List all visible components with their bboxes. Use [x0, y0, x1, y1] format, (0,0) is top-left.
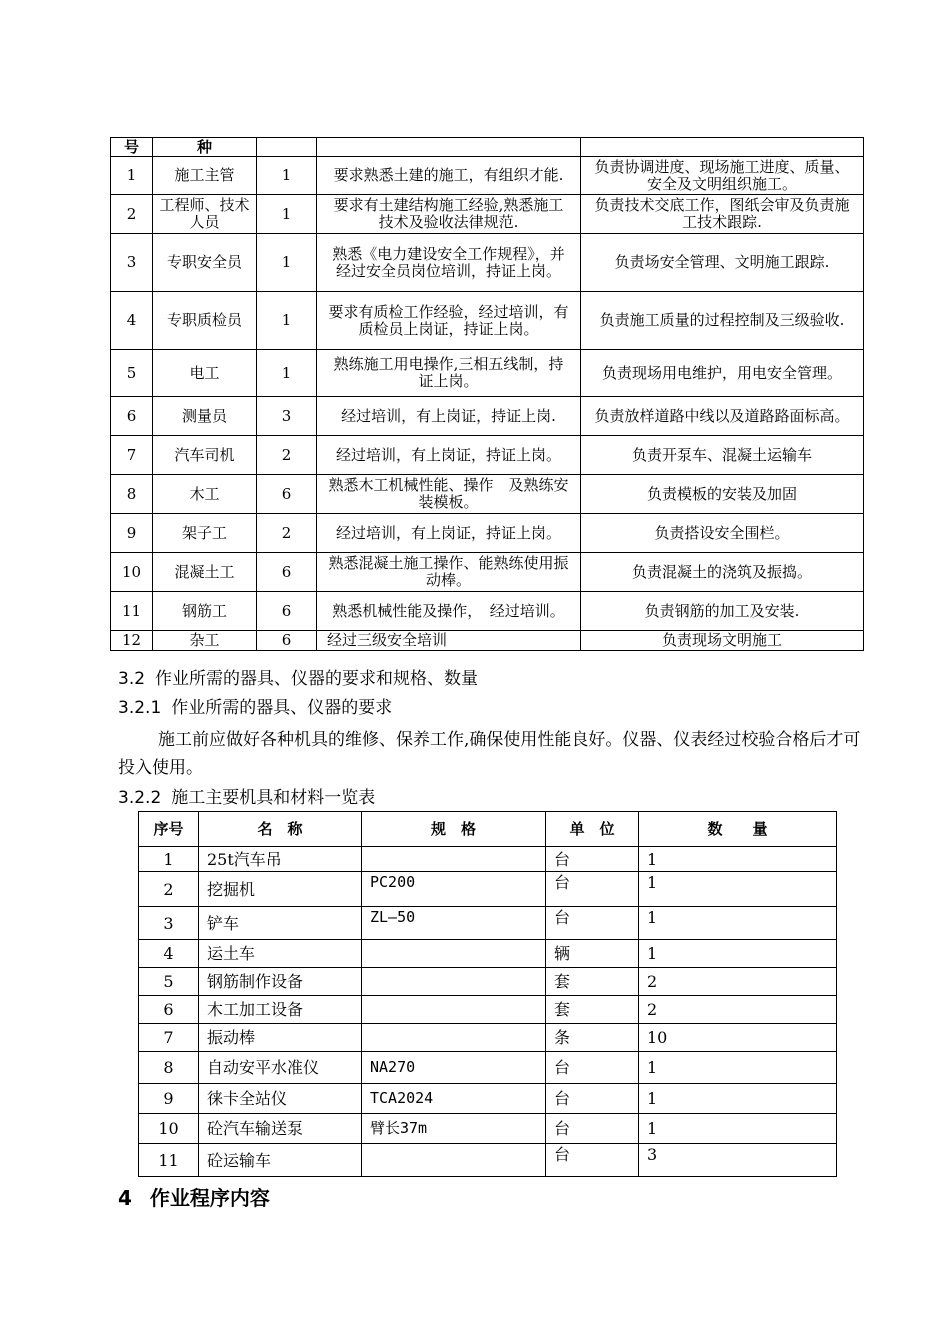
cell-role: 施工主管 — [153, 157, 257, 195]
cell-unit: 辆 — [546, 940, 639, 968]
header-cell — [317, 138, 581, 157]
cell-no: 12 — [111, 631, 153, 651]
cell-no: 1 — [111, 157, 153, 195]
cell-count: 1 — [257, 292, 317, 350]
cell-unit: 台 — [546, 872, 639, 907]
cell-qty: 2 — [639, 996, 837, 1024]
cell-spec: PC200 — [362, 872, 546, 907]
section-heading-4 — [118, 1182, 270, 1211]
cell-no: 4 — [111, 292, 153, 350]
cell-name: 铲车 — [199, 907, 362, 940]
cell-no: 6 — [139, 996, 199, 1024]
equipment-table-header — [139, 812, 837, 847]
cell-requirement: 熟悉《电力建设安全工作规程》，并经过安全员岗位培训，持证上岗。 — [317, 234, 581, 292]
cell-spec — [362, 996, 546, 1024]
cell-no: 6 — [111, 397, 153, 436]
cell-requirement: 熟悉木工机械性能、操作 及熟练安装模板。 — [317, 475, 581, 514]
cell-count: 1 — [257, 195, 317, 234]
cell-name: 砼汽车输送泵 — [199, 1114, 362, 1144]
header-cell — [257, 138, 317, 157]
table-row — [111, 475, 864, 514]
table-row — [139, 1144, 837, 1177]
cell-requirement: 要求熟悉土建的施工，有组织才能. — [317, 157, 581, 195]
cell-count: 1 — [257, 350, 317, 397]
cell-unit: 套 — [546, 996, 639, 1024]
equipment-table — [138, 811, 837, 1177]
body-paragraph: 施工前应做好各种机具的维修、保养工作,确保使用性能良好。仪器、仪表经过校验合格后才可投入使用。 — [118, 730, 861, 778]
cell-qty: 1 — [639, 872, 837, 907]
cell-duty: 负责现场用电维护，用电安全管理。 — [581, 350, 864, 397]
cell-unit: 台 — [546, 907, 639, 940]
cell-no: 1 — [139, 847, 199, 872]
cell-no: 10 — [139, 1114, 199, 1144]
cell-spec — [362, 1144, 546, 1177]
cell-no: 2 — [139, 872, 199, 907]
table-row — [111, 553, 864, 592]
cell-requirement: 经过培训，有上岗证，持证上岗。 — [317, 514, 581, 553]
cell-qty: 2 — [639, 968, 837, 996]
table-row — [111, 397, 864, 436]
cell-count: 6 — [257, 475, 317, 514]
cell-spec: NA270 — [362, 1052, 546, 1084]
cell-unit: 套 — [546, 968, 639, 996]
header-cell: 单 位 — [546, 812, 639, 847]
cell-qty: 1 — [639, 1114, 837, 1144]
cell-count: 1 — [257, 234, 317, 292]
cell-role: 杂工 — [153, 631, 257, 651]
cell-name: 徕卡全站仪 — [199, 1084, 362, 1114]
cell-spec: 臂长37m — [362, 1114, 546, 1144]
header-cell: 规 格 — [362, 812, 546, 847]
cell-unit: 台 — [546, 1114, 639, 1144]
cell-qty: 1 — [639, 940, 837, 968]
table-row — [111, 195, 864, 234]
section-heading-3-2 — [118, 664, 478, 689]
cell-qty: 1 — [639, 847, 837, 872]
table-row — [139, 968, 837, 996]
cell-no: 9 — [139, 1084, 199, 1114]
cell-duty: 负责模板的安装及加固 — [581, 475, 864, 514]
section-number: 3.2.2 — [118, 788, 162, 808]
cell-requirement: 熟悉机械性能及操作， 经过培训。 — [317, 592, 581, 631]
table-row — [111, 157, 864, 195]
cell-duty: 负责协调进度、现场施工进度、质量、安全及文明组织施工。 — [581, 157, 864, 195]
cell-spec — [362, 968, 546, 996]
cell-requirement: 要求有土建结构施工经验,熟悉施工技术及验收法律规范. — [317, 195, 581, 234]
cell-no: 8 — [111, 475, 153, 514]
cell-requirement: 熟悉混凝土施工操作、能熟练使用振动棒。 — [317, 553, 581, 592]
cell-role: 专职质检员 — [153, 292, 257, 350]
cell-duty: 负责混凝土的浇筑及振捣。 — [581, 553, 864, 592]
cell-name: 运土车 — [199, 940, 362, 968]
cell-unit: 台 — [546, 1052, 639, 1084]
cell-spec: TCA2024 — [362, 1084, 546, 1114]
cell-no: 11 — [111, 592, 153, 631]
staff-table — [110, 137, 864, 651]
cell-count: 1 — [257, 157, 317, 195]
cell-requirement: 经过三级安全培训 — [317, 631, 581, 651]
cell-duty: 负责开泵车、混凝土运输车 — [581, 436, 864, 475]
cell-unit: 台 — [546, 1144, 639, 1177]
section-number: 3.2 — [118, 669, 146, 689]
cell-no: 4 — [139, 940, 199, 968]
cell-qty: 3 — [639, 1144, 837, 1177]
header-cell: 种 — [153, 138, 257, 157]
table-row — [139, 872, 837, 907]
cell-requirement: 要求有质检工作经验，经过培训，有质检员上岗证，持证上岗。 — [317, 292, 581, 350]
cell-duty: 负责搭设安全围栏。 — [581, 514, 864, 553]
cell-requirement: 经过培训，有上岗证，持证上岗. — [317, 397, 581, 436]
table-row — [139, 1024, 837, 1052]
cell-name: 挖掘机 — [199, 872, 362, 907]
cell-count: 6 — [257, 553, 317, 592]
cell-unit: 条 — [546, 1024, 639, 1052]
cell-duty: 负责放样道路中线以及道路路面标高。 — [581, 397, 864, 436]
header-cell: 号 — [111, 138, 153, 157]
cell-qty: 1 — [639, 1084, 837, 1114]
cell-no: 9 — [111, 514, 153, 553]
section-title: 施工主要机具和材料一览表 — [171, 788, 376, 808]
cell-role: 钢筋工 — [153, 592, 257, 631]
table-row — [111, 631, 864, 651]
table-row — [111, 514, 864, 553]
cell-no: 2 — [111, 195, 153, 234]
cell-no: 5 — [111, 350, 153, 397]
cell-spec — [362, 1024, 546, 1052]
cell-no: 5 — [139, 968, 199, 996]
table-row — [139, 996, 837, 1024]
cell-duty: 负责施工质量的过程控制及三级验收. — [581, 292, 864, 350]
header-cell — [581, 138, 864, 157]
cell-qty: 1 — [639, 1052, 837, 1084]
table-row — [139, 940, 837, 968]
table-row — [139, 1114, 837, 1144]
cell-qty: 10 — [639, 1024, 837, 1052]
cell-duty: 负责场安全管理、文明施工跟踪. — [581, 234, 864, 292]
cell-role: 木工 — [153, 475, 257, 514]
cell-role: 电工 — [153, 350, 257, 397]
cell-spec — [362, 847, 546, 872]
cell-role: 汽车司机 — [153, 436, 257, 475]
table-row — [139, 1084, 837, 1114]
cell-duty: 负责现场文明施工 — [581, 631, 864, 651]
cell-name: 25t汽车吊 — [199, 847, 362, 872]
table-row — [111, 234, 864, 292]
cell-name: 木工加工设备 — [199, 996, 362, 1024]
table-row — [111, 350, 864, 397]
cell-no: 3 — [139, 907, 199, 940]
section-title: 作业程序内容 — [149, 1186, 270, 1210]
cell-spec — [362, 940, 546, 968]
cell-count: 6 — [257, 592, 317, 631]
table-row — [139, 907, 837, 940]
cell-no: 8 — [139, 1052, 199, 1084]
cell-spec: ZL—50 — [362, 907, 546, 940]
cell-name: 自动安平水准仪 — [199, 1052, 362, 1084]
table-row — [139, 1052, 837, 1084]
section-heading-3-2-1 — [118, 693, 392, 718]
section-number: 4 — [118, 1186, 132, 1210]
cell-unit: 台 — [546, 847, 639, 872]
header-cell: 名 称 — [199, 812, 362, 847]
cell-no: 11 — [139, 1144, 199, 1177]
cell-name: 砼运输车 — [199, 1144, 362, 1177]
cell-duty: 负责钢筋的加工及安装. — [581, 592, 864, 631]
cell-role: 专职安全员 — [153, 234, 257, 292]
cell-no: 7 — [139, 1024, 199, 1052]
cell-role: 工程师、技术人员 — [153, 195, 257, 234]
section-title: 作业所需的器具、仪器的要求 — [171, 698, 393, 718]
cell-qty: 1 — [639, 907, 837, 940]
table-row — [111, 592, 864, 631]
table-row — [111, 436, 864, 475]
section-title: 作业所需的器具、仪器的要求和规格、数量 — [155, 669, 479, 689]
staff-table-header — [111, 138, 864, 157]
cell-count: 2 — [257, 514, 317, 553]
cell-role: 测量员 — [153, 397, 257, 436]
table-row — [139, 847, 837, 872]
header-cell: 数 量 — [639, 812, 837, 847]
cell-requirement: 经过培训，有上岗证，持证上岗。 — [317, 436, 581, 475]
cell-name: 钢筋制作设备 — [199, 968, 362, 996]
cell-count: 2 — [257, 436, 317, 475]
cell-requirement: 熟练施工用电操作,三相五线制，持证上岗。 — [317, 350, 581, 397]
cell-duty: 负责技术交底工作，图纸会审及负责施工技术跟踪. — [581, 195, 864, 234]
cell-no: 10 — [111, 553, 153, 592]
cell-name: 振动棒 — [199, 1024, 362, 1052]
header-cell: 序号 — [139, 812, 199, 847]
cell-role: 混凝土工 — [153, 553, 257, 592]
table-row — [111, 292, 864, 350]
section-number: 3.2.1 — [118, 698, 162, 718]
cell-no: 3 — [111, 234, 153, 292]
cell-role: 架子工 — [153, 514, 257, 553]
cell-count: 6 — [257, 631, 317, 651]
section-heading-3-2-2 — [118, 783, 375, 808]
cell-no: 7 — [111, 436, 153, 475]
cell-unit: 台 — [546, 1084, 639, 1114]
cell-count: 3 — [257, 397, 317, 436]
